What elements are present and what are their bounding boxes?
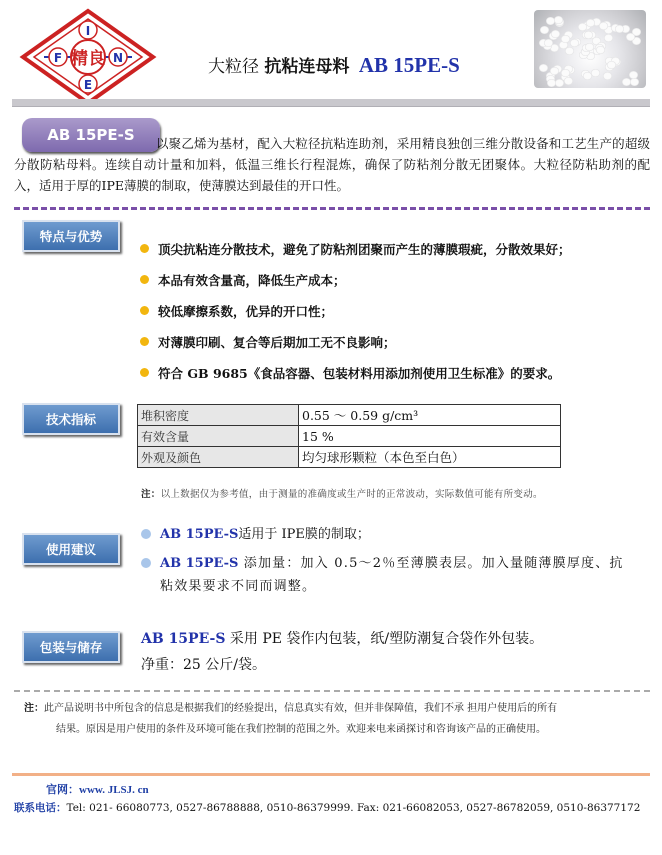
footer-website [46, 781, 149, 797]
section-divider [14, 207, 650, 210]
usage-text [160, 523, 370, 546]
bead-texture [607, 61, 616, 69]
list-item [140, 295, 571, 326]
bead-texture [622, 78, 631, 86]
bead-texture [547, 79, 556, 87]
website-label: 官网： [46, 783, 79, 796]
disclaimer-line-1: 此产品说明书中所包含的信息是根据我们的经验提出，信息真实有效，但并非保障值，我们不承 担用户使用后的所有 [44, 703, 558, 714]
company-logo [18, 8, 158, 106]
bead-texture [599, 22, 608, 30]
bead-texture [626, 33, 635, 41]
list-item [140, 233, 571, 264]
disclaimer-line-2: 结果。原因是用户使用的条件及环境可能在我们控制的范围之外。欢迎来电来函探讨和咨询该产品的正确使用。 [56, 724, 546, 735]
bullet-icon [141, 529, 151, 539]
page-title [208, 52, 460, 78]
usage-list [141, 523, 631, 604]
feature-text: 符合 GB 9685《食品容器、包装材料用添加剂使用卫生标准》的要求。 [158, 365, 561, 381]
product-badge: AB 15PE-S [22, 118, 160, 152]
bead-texture [564, 77, 573, 85]
spec-key: 有效含量 [138, 426, 299, 447]
bead-texture [550, 67, 559, 75]
logo-letter-bottom: E [83, 78, 93, 92]
logo-letter-top: I [85, 24, 91, 38]
spec-value: 均匀球形颗粒（本色至白色） [299, 447, 561, 468]
list-item [140, 326, 571, 357]
bead-texture [561, 35, 570, 43]
list-item [141, 552, 631, 598]
bullet-icon [140, 337, 149, 346]
title-prefix: 大粒径 [208, 57, 259, 77]
usage-text [160, 552, 631, 598]
logo-center-char: 精良 [71, 49, 105, 69]
disclaimer [24, 698, 648, 740]
packing-brand: AB 15PE-S [141, 631, 226, 647]
title-model: AB 15PE-S [358, 53, 460, 77]
usage-label: 使用建议 [22, 533, 120, 565]
bead-texture [586, 19, 595, 27]
usage-detail: 添加量：加入 0.5～2％至薄膜表层。加入量随薄膜厚度、抗粘效果要求不同而调整。 [160, 556, 624, 594]
phone-numbers: Tel: 021- 66080773, 0527-86788888, 0510-86379999. Fax: 021-66082053, 0527-86782059, 0510-86377172 [66, 802, 641, 814]
header-divider [12, 99, 650, 107]
packing-line-1 [141, 626, 543, 652]
list-item [141, 523, 631, 546]
phone-label: 联系电话： [14, 802, 67, 814]
intro-paragraph: 以聚乙烯为基材，配入大粒径抗粘连助剂，采用精良独创三维分散设备和工艺生产的超级分散防粘母料。连续自动计量和加料，低温三维长行程混炼，确保了防粘剂分散无团聚体。大粒径防粘助剂的配入，适用于厚的IPE薄膜的制取，使薄膜达到最佳的开口性。 [14, 136, 650, 193]
bead-texture [604, 34, 613, 42]
bead-texture [561, 69, 570, 77]
table-row [138, 447, 561, 468]
spec-key: 堆积密度 [138, 405, 299, 426]
bead-texture [540, 26, 549, 34]
bullet-icon [140, 244, 149, 253]
bullet-icon [140, 275, 149, 284]
spec-table [137, 404, 561, 468]
footer-contact [14, 800, 640, 815]
packing-label: 包装与储存 [22, 631, 120, 663]
bead-texture [544, 39, 553, 47]
table-row [138, 426, 561, 447]
bullet-icon [140, 306, 149, 315]
usage-brand: AB 15PE-S [160, 527, 239, 542]
feature-text: 顶尖抗粘连分散技术，避免了防粘剂团聚而产生的薄膜瑕疵，分散效果好； [158, 241, 571, 257]
feature-text: 对薄膜印刷、复合等后期加工无不良影响； [158, 334, 396, 350]
website-link[interactable]: www. JLSJ. cn [79, 784, 149, 796]
logo-letter-left: F [53, 51, 63, 65]
product-photo [534, 10, 646, 88]
bead-texture [578, 23, 587, 31]
bead-texture [630, 78, 639, 86]
footer-divider [12, 773, 650, 776]
packing-text: 采用 PE 袋作内包装，纸/塑防潮复合袋作外包装。 [225, 631, 544, 647]
features-list [140, 233, 571, 388]
packing-info [141, 626, 543, 678]
usage-brand: AB 15PE-S [160, 556, 239, 571]
spec-note [141, 486, 543, 500]
bead-texture [565, 47, 574, 55]
list-item [140, 357, 571, 388]
bead-texture [629, 71, 638, 79]
bead-texture [603, 72, 612, 80]
spec-value: 15 % [299, 426, 561, 447]
features-label: 特点与优势 [22, 220, 120, 252]
bead-texture [570, 39, 579, 47]
title-main: 抗粘连母料 [264, 57, 350, 77]
spec-value: 0.55 ～ 0.59 g/cm³ [299, 405, 561, 426]
spec-note-label: 注： [141, 489, 161, 500]
specs-label: 技术指标 [22, 403, 120, 435]
packing-line-2: 净重：25 公斤/袋。 [141, 657, 266, 673]
disclaimer-divider [14, 690, 650, 692]
bead-texture [539, 64, 548, 72]
list-item [140, 264, 571, 295]
spec-key: 外观及颜色 [138, 447, 299, 468]
bead-texture [591, 69, 600, 77]
spec-note-text: 以上数据仅为参考值，由于测量的准确度或生产时的正常波动，实际数值可能有所变动。 [160, 489, 543, 500]
logo-letter-right: N [112, 51, 124, 65]
bullet-icon [140, 368, 149, 377]
table-row [138, 405, 561, 426]
feature-text: 本品有效含量高，降低生产成本； [158, 272, 346, 288]
feature-text: 较低摩擦系数，优异的开口性； [158, 303, 334, 319]
bead-texture [551, 30, 560, 38]
usage-detail: 适用于 IPE膜的制取； [238, 527, 370, 542]
bead-texture [596, 46, 605, 54]
bullet-icon [141, 558, 151, 568]
disclaimer-label: 注： [24, 703, 44, 714]
bead-texture [585, 43, 594, 51]
